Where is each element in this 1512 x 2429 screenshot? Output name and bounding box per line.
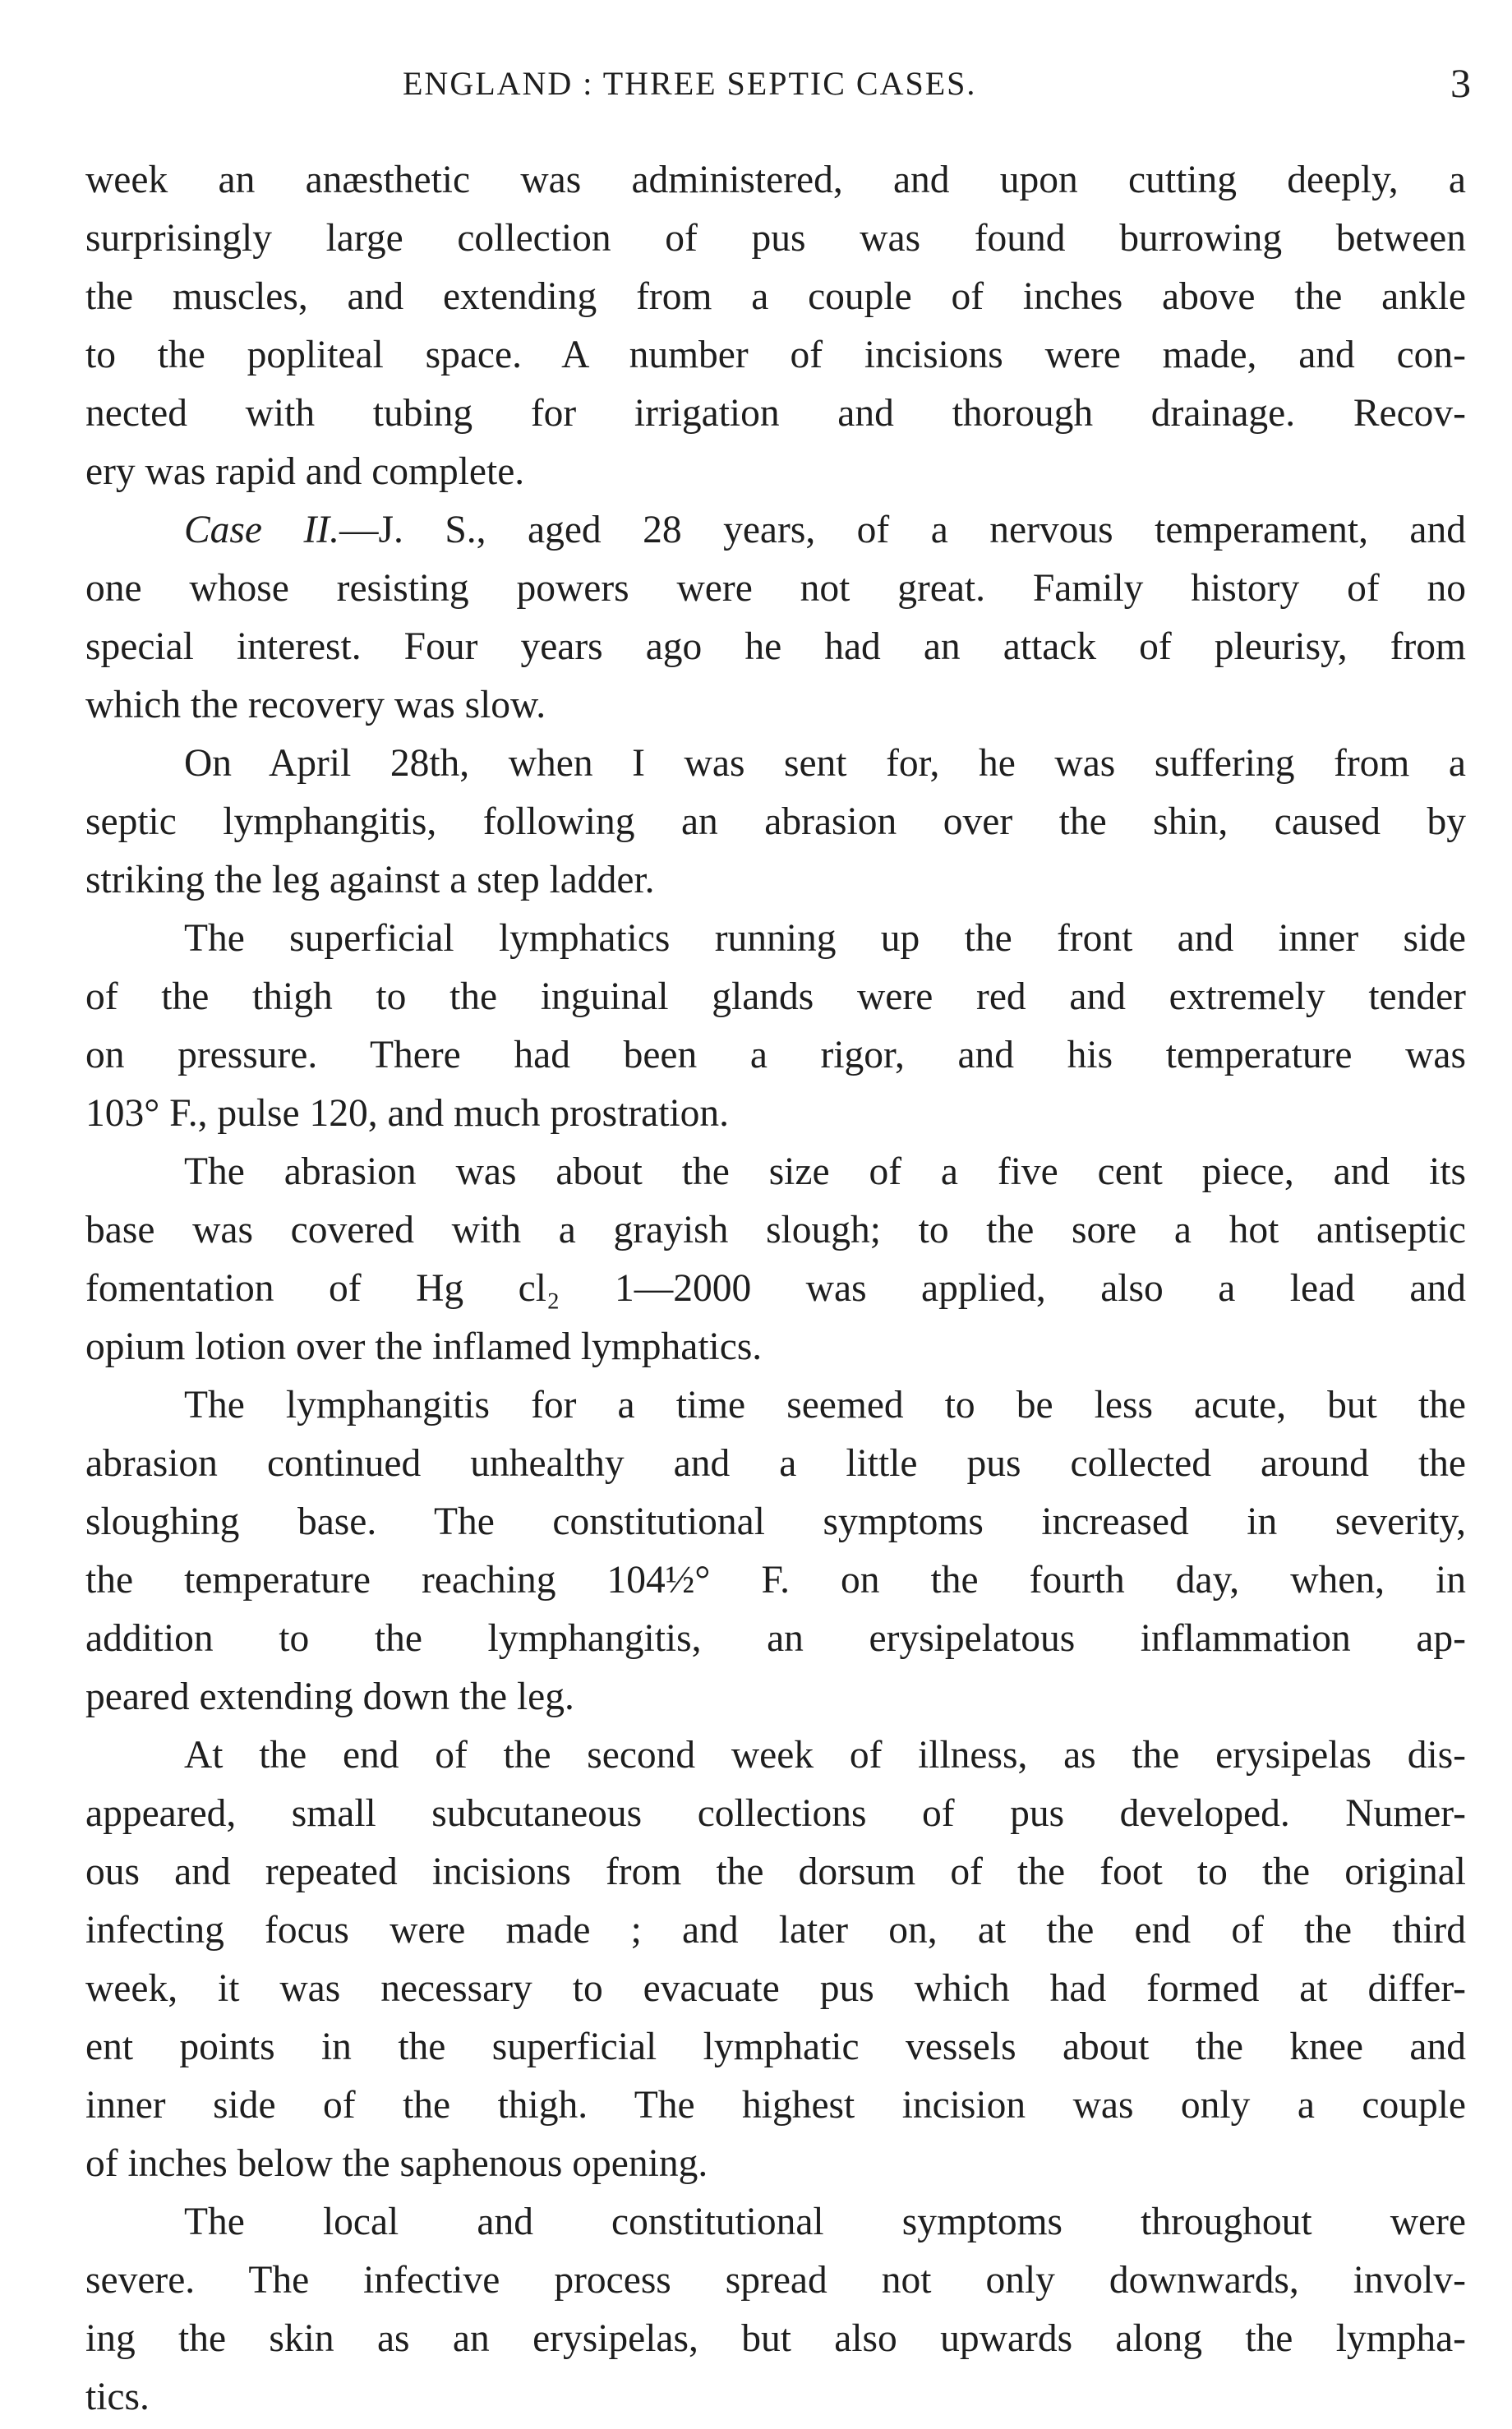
- text-line: [85, 501, 1466, 560]
- line-text: one whose resisting powers were not great. Family history of no: [85, 567, 1466, 610]
- text-line: [85, 1260, 1466, 1318]
- text-line: [85, 443, 1466, 501]
- line-text: which the recovery was slow.: [85, 684, 546, 726]
- line-text: ery was rapid and complete.: [85, 450, 525, 493]
- line-text: opium lotion over the inflamed lymphatics.: [85, 1325, 763, 1368]
- text-line: [85, 1960, 1466, 2018]
- line-text: of the thigh to the inguinal glands were red and extremely tender: [85, 975, 1466, 1018]
- line-text: At the end of the second week of illness, as the erysipelas dis-: [184, 1734, 1466, 1777]
- line-text: base was covered with a grayish slough; to the sore a hot antiseptic: [85, 1209, 1466, 1251]
- line-text: the muscles, and extending from a couple of inches above the ankle: [85, 275, 1466, 318]
- line-text: abrasion continued unhealthy and a little pus collected around the: [85, 1442, 1466, 1485]
- text-line: [85, 910, 1466, 968]
- line-text: The lymphangitis for a time seemed to be less acute, but the: [184, 1384, 1466, 1427]
- text-line: [85, 1318, 1466, 1376]
- text-line: [85, 851, 1466, 910]
- text-line: [85, 326, 1466, 385]
- line-text: The superficial lymphatics running up the front and inner side: [184, 917, 1466, 960]
- line-text: sloughing base. The constitutional symptoms increased in severity,: [85, 1500, 1466, 1543]
- text-line: [85, 1843, 1466, 1901]
- line-text: appeared, small subcutaneous collections of pus developed. Numer-: [85, 1792, 1466, 1835]
- line-text: ing the skin as an erysipelas, but also upwards along the lympha-: [85, 2317, 1466, 2360]
- running-head: [90, 60, 1487, 113]
- page-number: 3: [1450, 60, 1471, 106]
- text-line: [85, 1026, 1466, 1085]
- text-line: [85, 1610, 1466, 1668]
- text-line: [85, 151, 1466, 210]
- line-text: week an anæsthetic was administered, and upon cutting deeply, a: [85, 159, 1466, 201]
- text-line: [85, 1493, 1466, 1551]
- line-text: striking the leg against a step ladder.: [85, 859, 655, 901]
- text-line: [85, 1726, 1466, 1785]
- line-text: On April 28th, when I was sent for, he was suffering from a: [184, 742, 1466, 785]
- line-text: ent points in the superficial lymphatic vessels about the knee and: [85, 2026, 1466, 2068]
- line-text: ous and repeated incisions from the dorsum of the foot to the original: [85, 1851, 1466, 1893]
- text-line: [85, 968, 1466, 1026]
- line-text: severe. The infective process spread not only downwards, involv-: [85, 2259, 1466, 2302]
- text-line: [85, 1551, 1466, 1610]
- text-line: [85, 2193, 1466, 2252]
- line-text: to the popliteal space. A number of incisions were made, and con-: [85, 334, 1466, 376]
- text-line: [85, 1901, 1466, 1960]
- case-label: Case II.: [184, 509, 339, 551]
- line-text: The local and constitutional symptoms throughout were: [184, 2201, 1466, 2243]
- text-line: [85, 735, 1466, 793]
- text-line: [85, 2135, 1466, 2193]
- text-line: [85, 2076, 1466, 2135]
- line-text: inner side of the thigh. The highest incision was only a couple: [85, 2084, 1466, 2127]
- line-text: surprisingly large collection of pus was found burrowing between: [85, 217, 1466, 260]
- running-title: ENGLAND : THREE SEPTIC CASES.: [403, 65, 977, 102]
- text-line: [85, 1085, 1466, 1143]
- line-text: peared extending down the leg.: [85, 1675, 574, 1718]
- text-line: [85, 1668, 1466, 1726]
- line-text: 103° F., pulse 120, and much prostration.: [85, 1092, 730, 1135]
- text-line: [85, 1785, 1466, 1843]
- text-line: [85, 268, 1466, 326]
- text-line: [85, 210, 1466, 268]
- text-line: [85, 2252, 1466, 2310]
- text-line: [85, 2310, 1466, 2368]
- line-text: tics.: [85, 2376, 150, 2418]
- line-text: —J. S., aged 28 years, of a nervous temperament, and: [339, 509, 1467, 551]
- line-text: special interest. Four years ago he had an attack of pleurisy, from: [85, 625, 1466, 668]
- body-text: [85, 151, 1466, 2427]
- line-text: fomentation of Hg cl₂ 1—2000 was applied, also a lead and: [85, 1267, 1466, 1310]
- line-text: nected with tubing for irrigation and thorough drainage. Recov-: [85, 392, 1466, 435]
- text-line: [85, 2368, 1466, 2427]
- text-line: [85, 676, 1466, 735]
- text-line: [85, 1201, 1466, 1260]
- line-text: on pressure. There had been a rigor, and his temperature was: [85, 1034, 1466, 1076]
- line-text: week, it was necessary to evacuate pus which had formed at differ-: [85, 1967, 1466, 2010]
- text-line: [85, 618, 1466, 676]
- text-line: [85, 1143, 1466, 1201]
- text-line: [85, 793, 1466, 851]
- line-text: septic lymphangitis, following an abrasion over the shin, caused by: [85, 800, 1466, 843]
- line-text: addition to the lymphangitis, an erysipelatous inflammation ap-: [85, 1617, 1466, 1660]
- text-line: [85, 2018, 1466, 2076]
- line-text: of inches below the saphenous opening.: [85, 2142, 708, 2185]
- line-text: the temperature reaching 104½° F. on the fourth day, when, in: [85, 1559, 1466, 1602]
- line-text: infecting focus were made ; and later on, at the end of the third: [85, 1909, 1466, 1952]
- line-text: The abrasion was about the size of a five cent piece, and its: [184, 1150, 1466, 1193]
- text-line: [85, 1435, 1466, 1493]
- text-line: [85, 385, 1466, 443]
- text-line: [85, 1376, 1466, 1435]
- text-line: [85, 560, 1466, 618]
